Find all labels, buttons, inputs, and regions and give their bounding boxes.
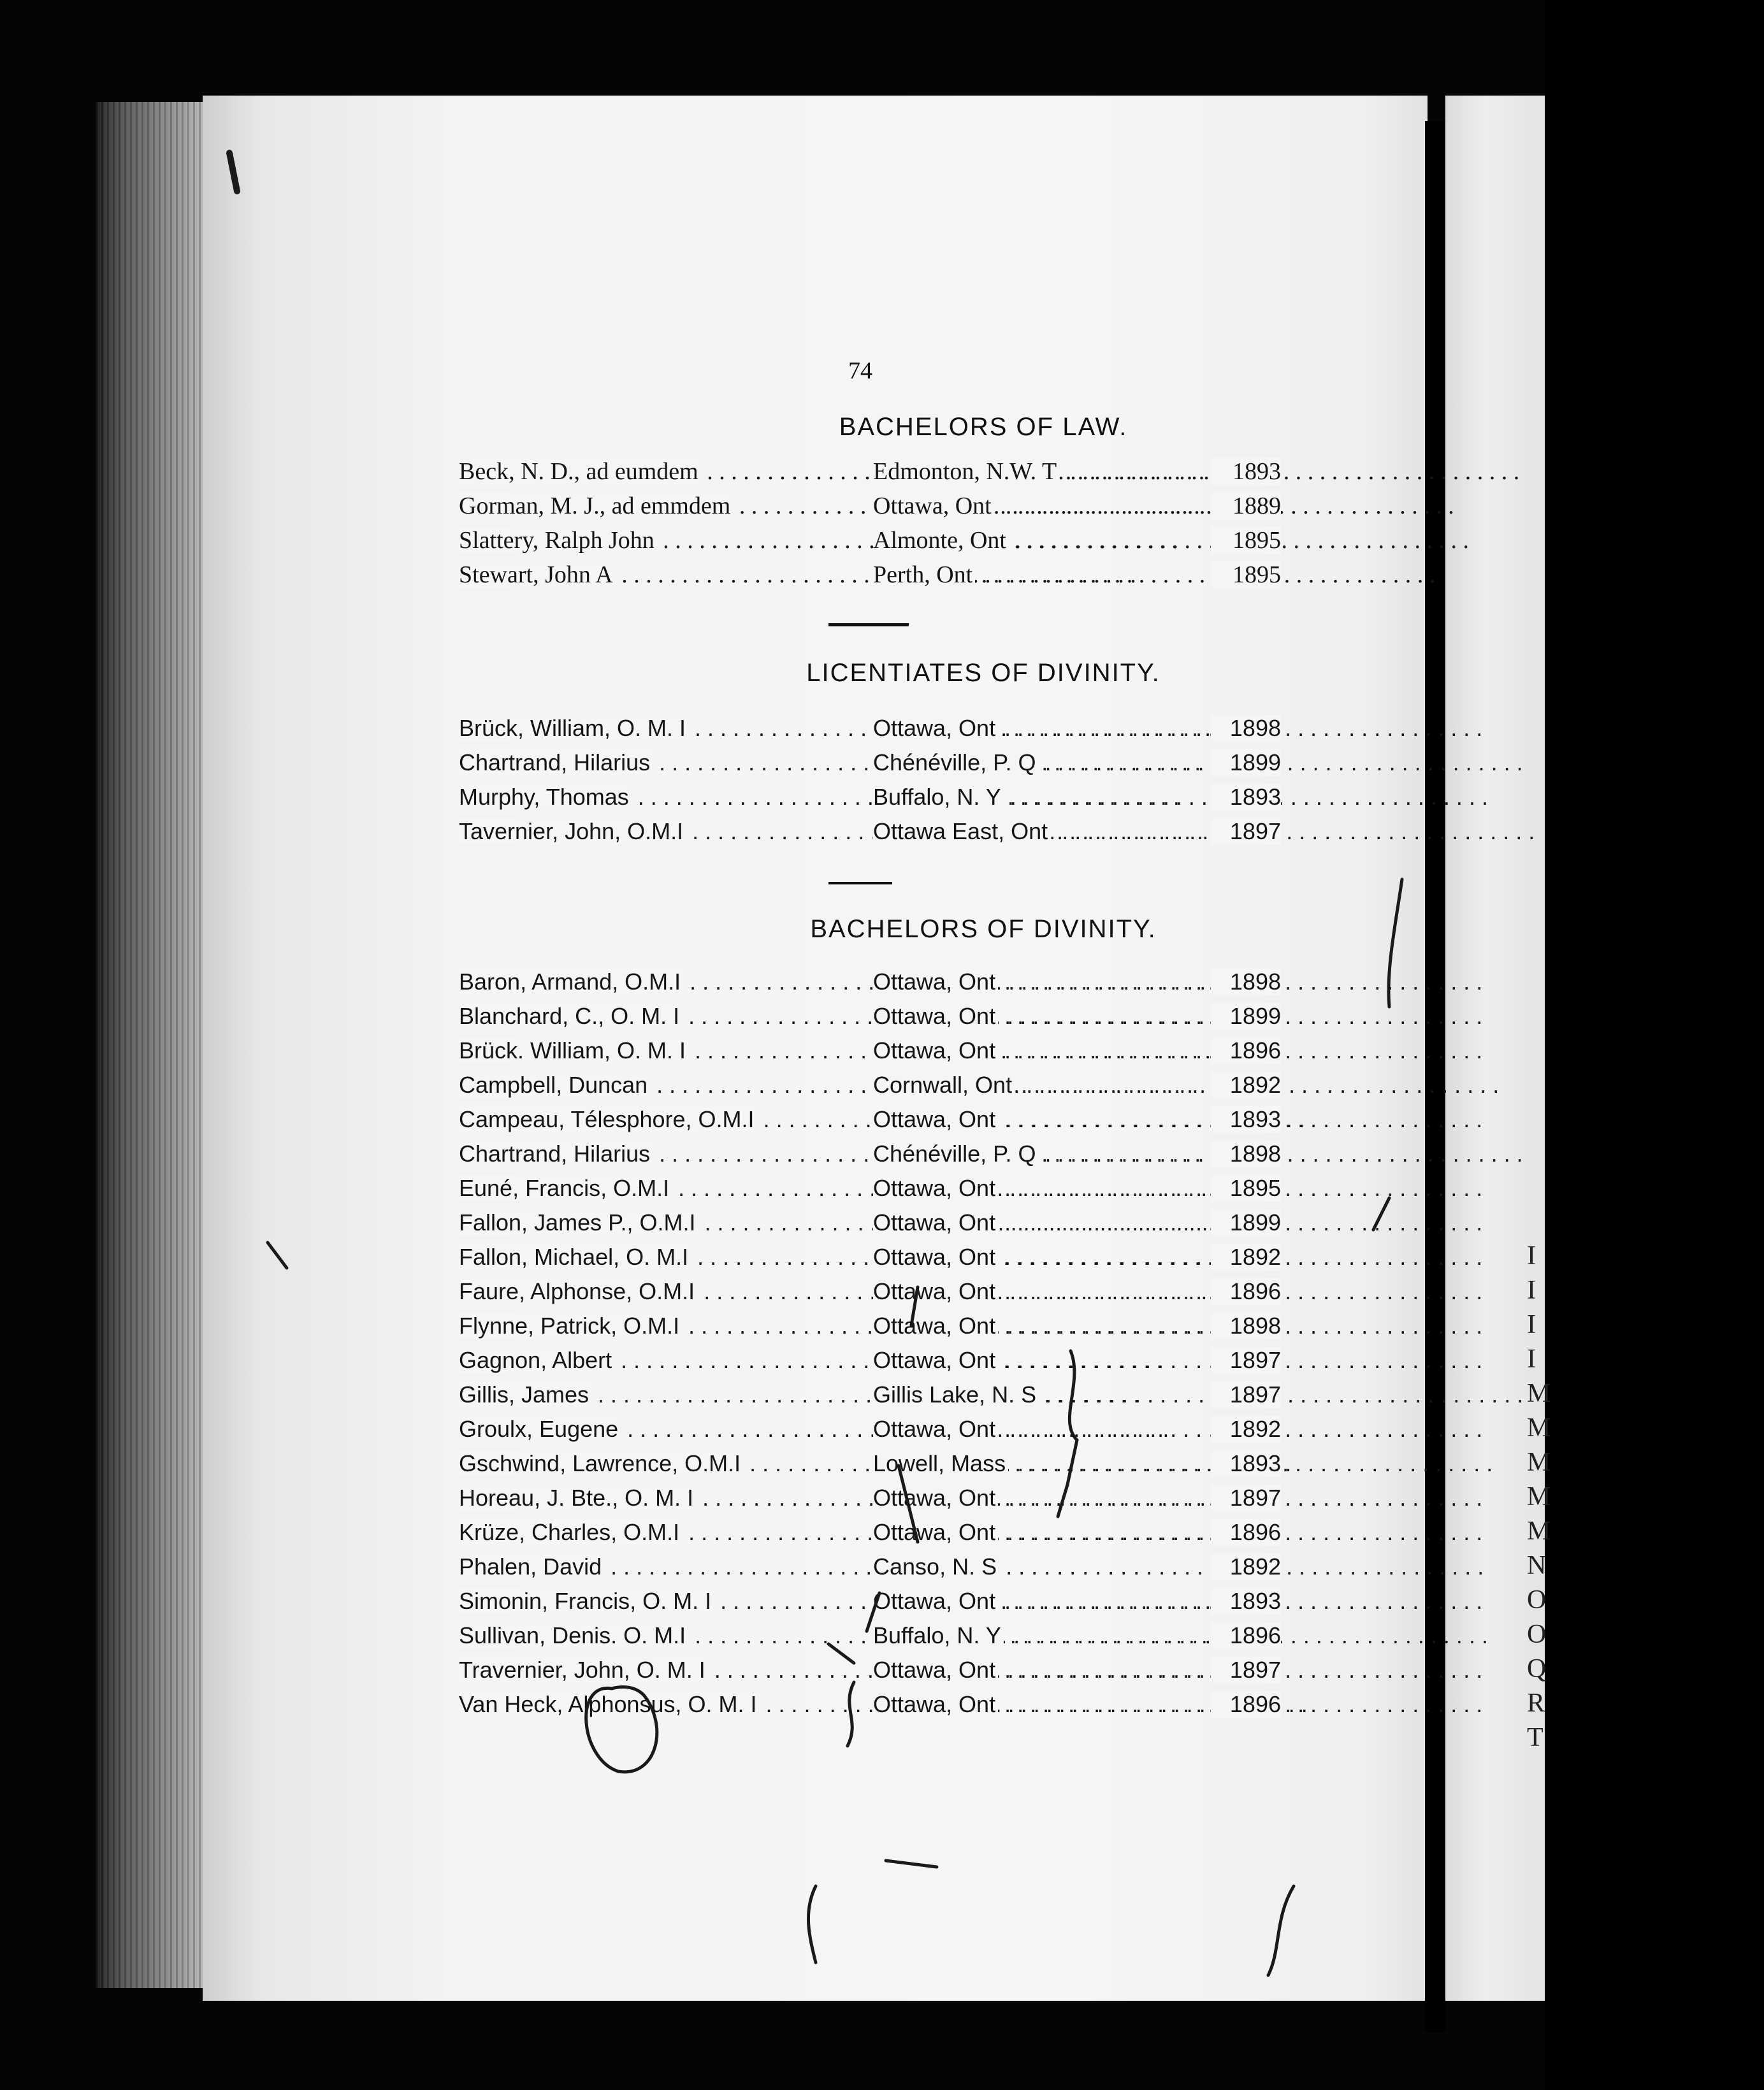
graduate-name-text: Gagnon, Albert [459,1347,614,1373]
graduate-name [459,526,873,554]
graduate-name [459,1209,873,1236]
facing-page-letter: T [1527,1723,1544,1752]
graduate-entry [459,1691,1281,1726]
graduate-name-text: Stewart, John A [459,561,616,588]
graduate-residence [873,1037,1204,1064]
graduate-entry [459,1209,1281,1244]
graduate-residence [873,1313,1204,1339]
graduate-name [459,1416,873,1443]
graduate-residence-text: Ottawa, Ont [873,1003,998,1029]
graduate-entry [459,1588,1281,1622]
page-number: 74 [848,357,872,384]
graduate-residence-text: Edmonton, N.W. T [873,458,1059,485]
graduate-residence-text: Ottawa, Ont [873,969,998,995]
facing-page-letter: M [1527,1379,1551,1408]
graduate-name [459,1657,873,1683]
facing-page-letter: M [1527,1482,1551,1511]
facing-page-letter: Q [1527,1654,1547,1683]
graduate-name [459,1485,873,1511]
graduate-entry [459,818,1281,853]
graduate-residence [873,1450,1204,1477]
graduate-residence-text: Lowell, Mass [873,1450,1008,1476]
graduate-entry [459,1347,1281,1381]
graduate-residence-text: Perth, Ont [873,561,975,588]
graduate-residence-text: Ottawa, Ont [873,1037,998,1063]
graduate-name-text: Gorman, M. J., ad emmdem [459,493,733,519]
graduate-residence-text: Buffalo, N. Y [873,1622,1004,1648]
graduate-residence [873,969,1204,995]
graduate-entry [459,526,1281,561]
facing-page-letter: O [1527,1620,1547,1649]
graduate-residence [873,1691,1204,1718]
graduate-name-text: Campbell, Duncan [459,1072,650,1098]
graduate-residence-text: Buffalo, N. Y [873,784,1004,810]
graduation-year: 1898 [1211,1313,1281,1339]
graduation-year: 1899 [1211,749,1281,776]
graduation-year: 1889 [1211,492,1281,520]
graduate-entry [459,969,1281,1003]
graduate-entry [459,1519,1281,1553]
graduate-residence [873,818,1204,845]
facing-page-letter: M [1527,1517,1551,1546]
graduate-residence [873,458,1204,486]
graduation-year: 1898 [1211,1141,1281,1167]
graduate-name-text: Brück. William, O. M. I [459,1037,688,1063]
graduate-residence [873,1175,1204,1202]
graduate-name-text: Faure, Alphonse, O.M.I [459,1278,697,1304]
book-page-edges [96,102,204,1988]
section-heading-licentiates-of-divinity: LICENTIATES OF DIVINITY. [806,659,1160,687]
graduate-name [459,1519,873,1546]
bachelors-of-divinity-list [459,969,1281,1726]
bachelors-of-law-list [459,458,1281,595]
graduate-name-text: Phalen, David [459,1553,604,1580]
graduate-residence [873,1519,1204,1546]
graduate-residence [873,1553,1204,1580]
graduate-residence-text: Ottawa, Ont [873,1519,998,1545]
facing-page-letter: R [1527,1689,1545,1718]
graduate-residence-text: Ottawa, Ont [873,1106,998,1132]
graduate-name-text: Travernier, John, O. M. I [459,1657,708,1683]
graduate-residence-text: Ottawa East, Ont [873,818,1050,844]
graduate-residence-text: Almonte, Ont [873,527,1009,554]
section-divider [828,623,909,626]
graduate-name [459,784,873,811]
graduate-residence-text: Ottawa, Ont [873,493,994,519]
graduate-residence [873,784,1204,811]
graduate-name [459,492,873,520]
graduation-year: 1896 [1211,1622,1281,1649]
graduation-year: 1899 [1211,1003,1281,1030]
graduate-name-text: Campeau, Télesphore, O.M.I [459,1106,757,1132]
graduate-residence [873,1106,1204,1133]
facing-page-letter: I [1527,1276,1536,1305]
graduate-name-text: Sullivan, Denis. O. M.I [459,1622,688,1648]
facing-page-letter: M [1527,1413,1551,1443]
graduate-residence-text: Gillis Lake, N. S [873,1381,1039,1408]
graduation-year: 1896 [1211,1037,1281,1064]
graduate-entry [459,1416,1281,1450]
graduation-year: 1897 [1211,1485,1281,1511]
graduate-residence [873,1485,1204,1511]
licentiates-of-divinity-list [459,715,1281,853]
graduation-year: 1893 [1211,1588,1281,1615]
graduate-name-text: Horeau, J. Bte., O. M. I [459,1485,696,1511]
graduate-name-text: Tavernier, John, O.M.I [459,818,686,844]
facing-page-letter: O [1527,1585,1547,1615]
graduate-name [459,1072,873,1099]
facing-page-letter: M [1527,1448,1551,1477]
graduation-year: 1899 [1211,1209,1281,1236]
graduate-name [459,969,873,995]
graduate-name [459,1622,873,1649]
graduate-entry [459,1072,1281,1106]
graduate-name [459,1278,873,1305]
graduate-name-text: Baron, Armand, O.M.I [459,969,683,995]
graduate-entry [459,1244,1281,1278]
graduate-residence-text: Chénéville, P. Q [873,1141,1038,1167]
graduate-residence [873,561,1204,589]
graduate-residence-text: Ottawa, Ont [873,1244,998,1270]
graduate-entry [459,458,1281,492]
graduate-name [459,1691,873,1718]
graduate-name-text: Groulx, Eugene [459,1416,621,1442]
facing-page-letter: I [1527,1344,1536,1374]
graduation-year: 1896 [1211,1691,1281,1718]
graduation-year: 1892 [1211,1553,1281,1580]
graduate-name [459,458,873,486]
graduate-name [459,1588,873,1615]
graduate-name-text: Gschwind, Lawrence, O.M.I [459,1450,743,1476]
graduate-name [459,1141,873,1167]
graduation-year: 1896 [1211,1519,1281,1546]
graduation-year: 1897 [1211,1347,1281,1374]
graduation-year: 1893 [1211,1106,1281,1133]
graduate-entry [459,1278,1281,1313]
graduate-name [459,1313,873,1339]
graduation-year: 1893 [1211,458,1281,486]
graduation-year: 1893 [1211,784,1281,811]
graduate-residence-text: Ottawa, Ont [873,1588,998,1614]
graduate-residence [873,1381,1204,1408]
facing-page-letter: I [1527,1241,1536,1271]
facing-page-letter: I [1527,1310,1536,1339]
graduation-year: 1893 [1211,1450,1281,1477]
graduate-residence-text: Ottawa, Ont [873,715,998,741]
graduate-entry [459,1037,1281,1072]
graduate-name-text: Euné, Francis, O.M.I [459,1175,672,1201]
graduate-entry [459,1106,1281,1141]
graduate-entry [459,1313,1281,1347]
graduate-residence-text: Canso, N. S [873,1553,999,1580]
graduation-year: 1892 [1211,1244,1281,1271]
graduate-name-text: Gillis, James [459,1381,591,1408]
graduate-name [459,1106,873,1133]
graduation-year: 1897 [1211,1657,1281,1683]
graduate-entry [459,1485,1281,1519]
graduate-residence [873,1657,1204,1683]
graduate-residence-text: Ottawa, Ont [873,1313,998,1339]
graduate-name-text: Beck, N. D., ad eumdem [459,458,701,485]
graduate-entry [459,1450,1281,1485]
graduate-residence [873,1209,1204,1236]
graduate-entry [459,1175,1281,1209]
graduation-year: 1897 [1211,818,1281,845]
graduate-name-text: Blanchard, C., O. M. I [459,1003,682,1029]
graduate-entry [459,1657,1281,1691]
graduate-residence-text: Ottawa, Ont [873,1485,998,1511]
graduate-entry [459,561,1281,595]
graduate-residence [873,1072,1204,1099]
graduate-entry [459,715,1281,749]
graduate-name [459,1381,873,1408]
graduate-name [459,715,873,742]
graduate-residence-text: Ottawa, Ont [873,1416,998,1442]
graduate-name-text: Chartrand, Hilarius [459,749,653,775]
graduate-entry [459,492,1281,526]
graduate-residence-text: Ottawa, Ont [873,1209,998,1236]
graduate-name [459,1037,873,1064]
graduate-residence-text: Ottawa, Ont [873,1175,998,1201]
graduate-residence-text: Chénéville, P. Q [873,749,1038,775]
graduate-residence-text: Ottawa, Ont [873,1691,998,1717]
graduate-name-text: Flynne, Patrick, O.M.I [459,1313,682,1339]
graduate-entry [459,1141,1281,1175]
graduate-residence [873,1622,1204,1649]
graduate-name [459,1553,873,1580]
graduate-residence [873,492,1204,520]
graduate-entry [459,1553,1281,1588]
graduate-name-text: Fallon, James P., O.M.I [459,1209,698,1236]
graduate-name [459,749,873,776]
graduate-residence-text: Ottawa, Ont [873,1347,998,1373]
graduate-residence [873,1588,1204,1615]
graduate-residence [873,749,1204,776]
graduate-entry [459,1381,1281,1416]
graduation-year: 1896 [1211,1278,1281,1305]
graduate-residence-text: Cornwall, Ont [873,1072,1015,1098]
graduation-year: 1892 [1211,1072,1281,1099]
graduate-entry [459,1003,1281,1037]
section-divider [828,882,892,884]
graduate-name-text: Simonin, Francis, O. M. I [459,1588,714,1614]
graduation-year: 1895 [1211,526,1281,554]
section-heading-bachelors-of-law: BACHELORS OF LAW. [839,413,1128,441]
graduation-year: 1895 [1211,561,1281,589]
graduate-residence [873,1003,1204,1030]
graduate-name [459,818,873,845]
graduate-name [459,1003,873,1030]
graduate-residence [873,1347,1204,1374]
graduate-name [459,1347,873,1374]
graduate-entry [459,749,1281,784]
section-heading-bachelors-of-divinity: BACHELORS OF DIVINITY. [810,915,1157,943]
graduate-name [459,1450,873,1477]
graduate-name-text: Brück, William, O. M. I [459,715,688,741]
graduate-name-text: Van Heck, Alphonsus, O. M. I [459,1691,760,1717]
graduate-name-text: Slattery, Ralph John [459,527,657,554]
graduate-name-text: Murphy, Thomas [459,784,632,810]
graduate-name-text: Krüze, Charles, O.M.I [459,1519,682,1545]
graduate-name [459,1244,873,1271]
graduate-residence-text: Ottawa, Ont [873,1278,998,1304]
graduate-name-text: Chartrand, Hilarius [459,1141,653,1167]
graduate-residence [873,1244,1204,1271]
graduate-residence [873,1141,1204,1167]
graduation-year: 1892 [1211,1416,1281,1443]
graduate-residence-text: Ottawa, Ont [873,1657,998,1683]
graduation-year: 1895 [1211,1175,1281,1202]
graduate-residence [873,715,1204,742]
graduation-year: 1898 [1211,715,1281,742]
graduate-entry [459,784,1281,818]
graduation-year: 1897 [1211,1381,1281,1408]
graduate-residence [873,1278,1204,1305]
facing-page-letter: N [1527,1551,1547,1580]
graduate-name [459,1175,873,1202]
graduate-name-text: Fallon, Michael, O. M.I [459,1244,691,1270]
graduation-year: 1898 [1211,969,1281,995]
graduate-residence [873,1416,1204,1443]
graduate-name [459,561,873,589]
graduate-residence [873,526,1204,554]
graduate-entry [459,1622,1281,1657]
